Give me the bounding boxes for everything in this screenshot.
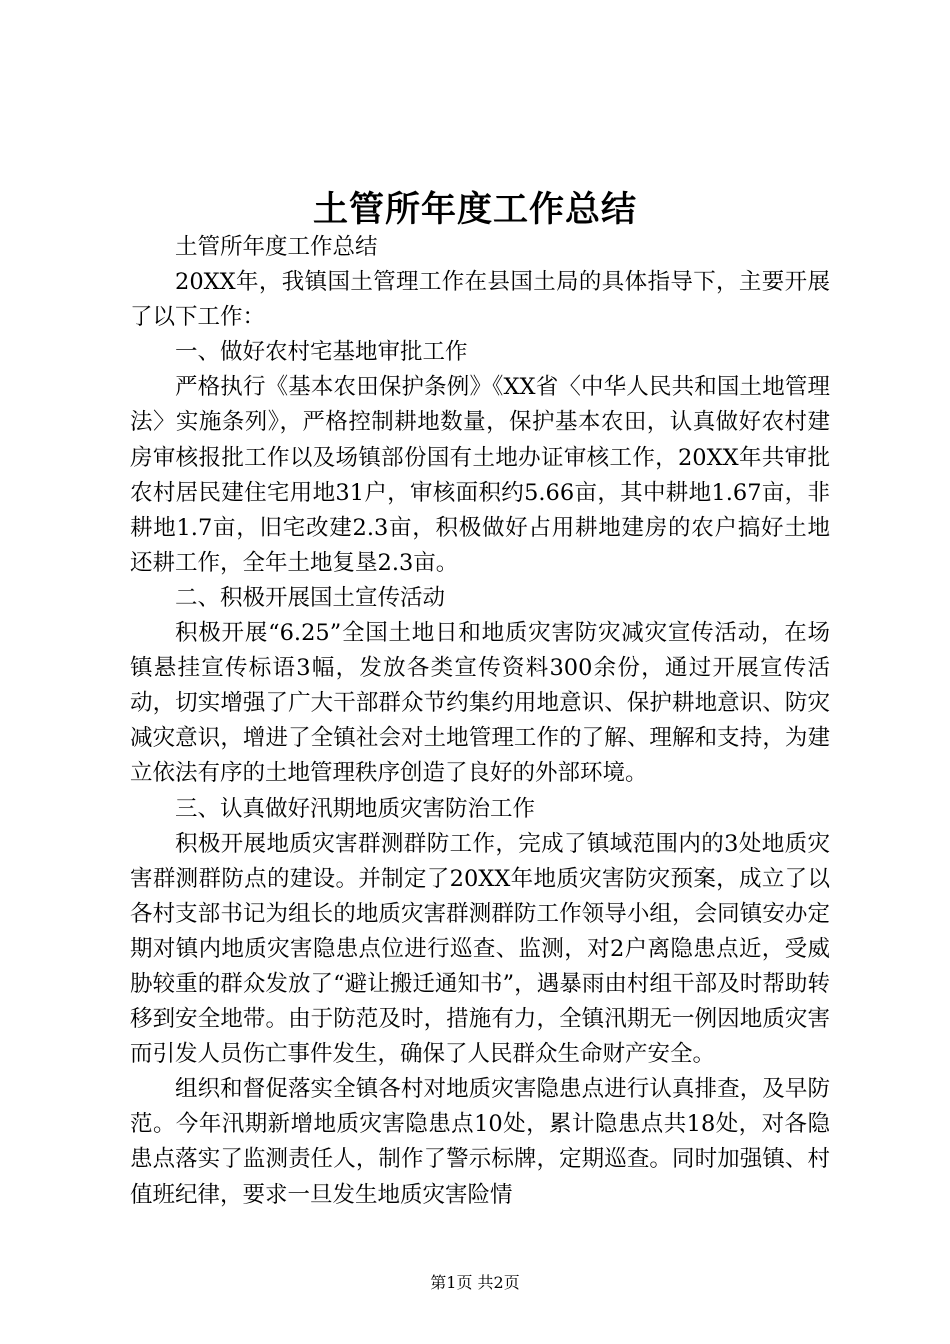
page-footer: 第1页 共2页 bbox=[430, 1273, 520, 1292]
section-heading-1: 一、做好农村宅基地审批工作 bbox=[175, 339, 468, 366]
paragraph-intro: 20XX年，我镇国土管理工作在县国土局的具体指导下，主要开展了以下工作： bbox=[130, 269, 830, 331]
paragraph-section-1: 严格执行《基本农田保护条例》《XX省〈中华人民共和国土地管理法〉实施条列》，严格控制耕地数量，保护基本农田，认真做好农村建房审核报批工作以及场镇部份国有土地办证审核工作，20XX年共审批农村居民建住宅用地31户，审核面积约5.66亩，其中耕地1.67亩，非耕地1.7亩，旧宅改建2.3亩，积极做好占用耕地建房的农户搞好土地还耕工作，全年土地复垦2.3亩。 bbox=[130, 374, 830, 576]
paragraph-subtitle: 土管所年度工作总结 bbox=[175, 234, 378, 260]
section-heading-2: 二、积极开展国土宣传活动 bbox=[175, 584, 446, 611]
document-body bbox=[130, 230, 830, 1213]
paragraph-section-2: 积极开展“6.25”全国土地日和地质灾害防灾减灾宣传活动，在场镇悬挂宣传标语3幅，发放各类宣传资料300余份，通过开展宣传活动，切实增强了广大干部群众节约集约用地意识、保护耕地意识、防灾减灾意识，增进了全镇社会对土地管理工作的了解、理解和支持，为建立依法有序的土地管理秩序创造了良好的外部环境。 bbox=[130, 620, 830, 787]
section-heading-3: 三、认真做好汛期地质灾害防治工作 bbox=[175, 795, 536, 822]
paragraph-section-3b: 组织和督促落实全镇各村对地质灾害隐患点进行认真排查，及早防范。今年汛期新增地质灾害隐患点10处，累计隐患点共18处，对各隐患点落实了监测责任人，制作了警示标牌，定期巡查。同时加强镇、村值班纪律，要求一旦发生地质灾害险情 bbox=[130, 1076, 830, 1208]
document-title: 土管所年度工作总结 bbox=[312, 190, 637, 230]
paragraph-section-3a: 积极开展地质灾害群测群防工作，完成了镇域范围内的3处地质灾害群测群防点的建设。并制定了20XX年地质灾害防灾预案，成立了以各村支部书记为组长的地质灾害群测群防工作领导小组，会同镇安办定期对镇内地质灾害隐患点位进行巡查、监测，对2户离隐患点近，受威胁较重的群众发放了“避让搬迁通知书”，遇暴雨由村组干部及时帮助转移到安全地带。由于防范及时，措施有力，全镇汛期无一例因地质灾害而引发人员伤亡事件发生，确保了人民群众生命财产安全。 bbox=[130, 830, 830, 1068]
